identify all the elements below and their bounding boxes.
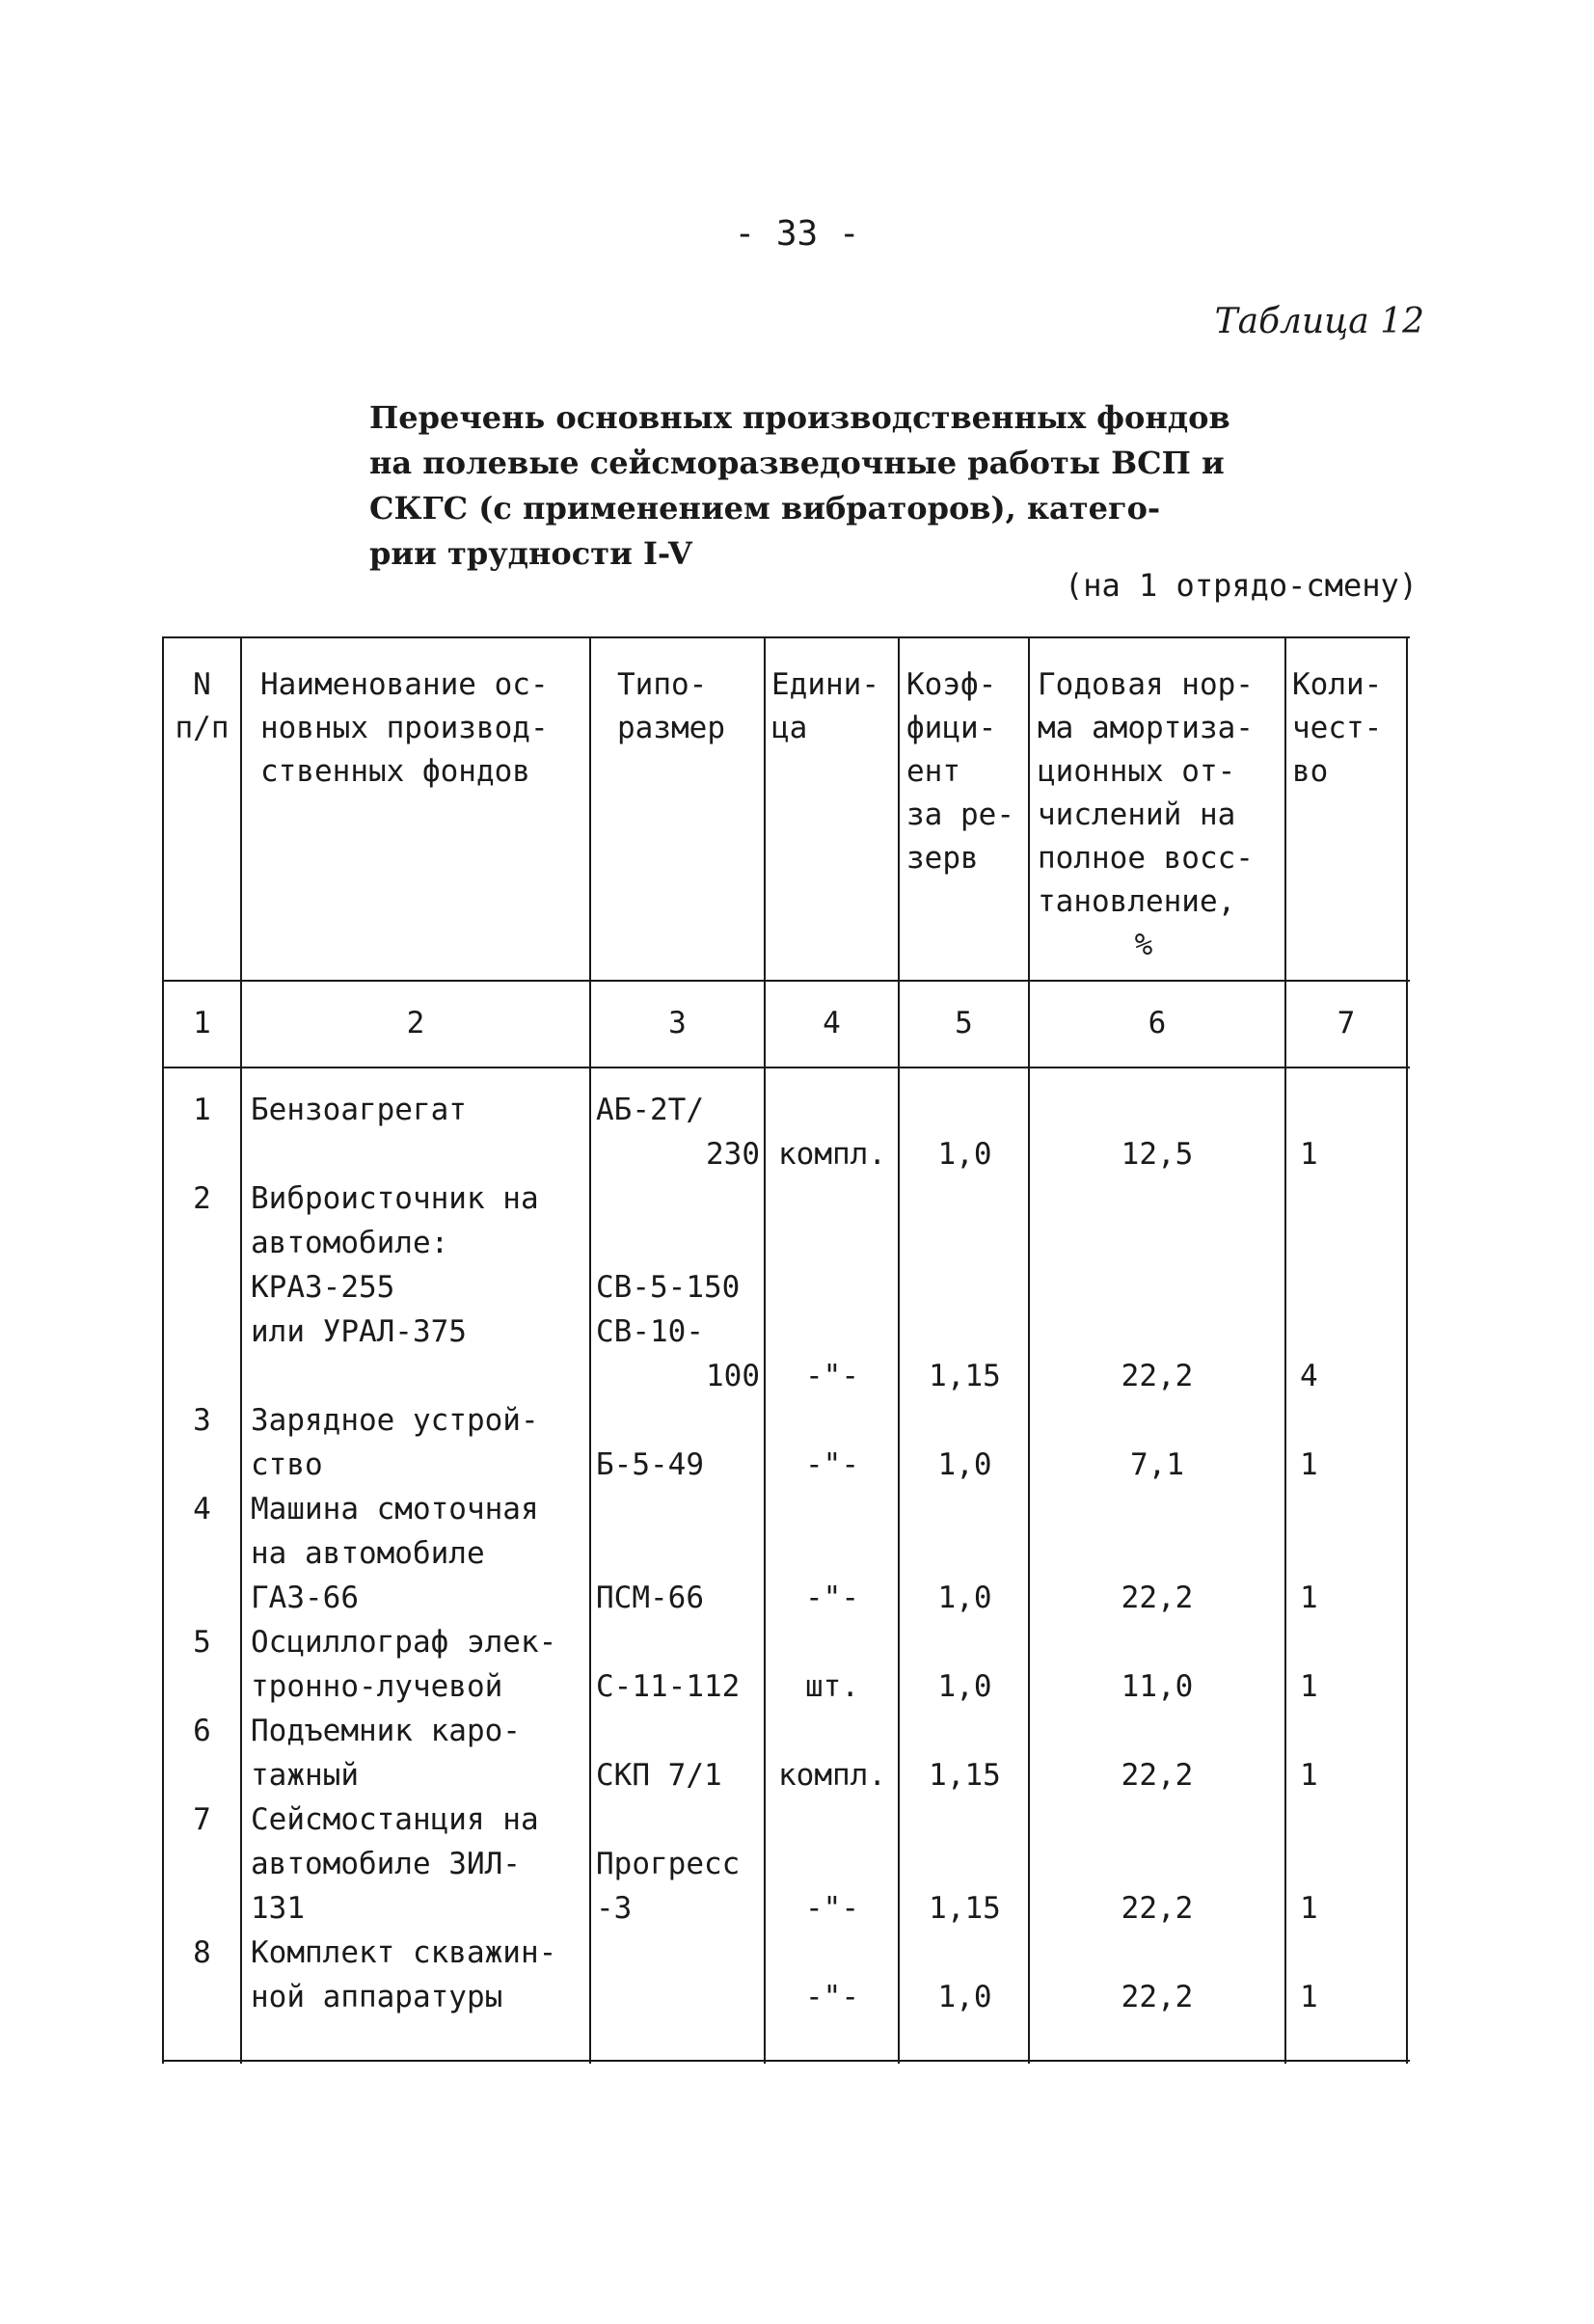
header-type: Типо- размер bbox=[617, 667, 725, 745]
row-unit: -"- bbox=[805, 1891, 859, 1926]
column-number: 4 bbox=[823, 1006, 841, 1040]
row-name: ной аппаратуры bbox=[251, 1980, 503, 2014]
row-coefficient: 1,0 bbox=[937, 1581, 992, 1615]
row-coefficient: 1,15 bbox=[929, 1891, 1001, 1926]
row-norm: 22,2 bbox=[1121, 1980, 1194, 2014]
row-name: Зарядное устрой- bbox=[251, 1403, 539, 1438]
row-unit: шт. bbox=[805, 1669, 859, 1704]
row-name: на автомобиле bbox=[251, 1536, 485, 1571]
title-line: СКГС (с применением вибраторов), катего- bbox=[369, 490, 1161, 527]
row-name: тажный bbox=[251, 1758, 359, 1793]
row-name: Сейсмостанция на bbox=[251, 1802, 539, 1837]
column-divider bbox=[1028, 636, 1030, 2064]
unit-note: (на 1 отрядо-смену) bbox=[1064, 567, 1418, 604]
row-norm: 22,2 bbox=[1121, 1891, 1194, 1926]
row-name: 131 bbox=[251, 1891, 305, 1926]
column-divider bbox=[162, 636, 164, 2064]
row-number: 4 bbox=[193, 1492, 211, 1527]
table-bottom-border bbox=[162, 2060, 1410, 2062]
column-divider bbox=[764, 636, 766, 2064]
row-quantity: 1 bbox=[1300, 1137, 1318, 1172]
column-number: 1 bbox=[193, 1006, 211, 1040]
column-divider bbox=[1284, 636, 1286, 2064]
column-number: 7 bbox=[1337, 1006, 1356, 1040]
row-norm: 22,2 bbox=[1121, 1581, 1194, 1615]
row-norm: 11,0 bbox=[1121, 1669, 1194, 1704]
column-divider bbox=[240, 636, 242, 2064]
column-numbers-bottom-border bbox=[162, 1067, 1410, 1068]
row-unit: -"- bbox=[805, 1359, 859, 1393]
row-quantity: 1 bbox=[1300, 1980, 1318, 2014]
row-type: С-11-112 bbox=[596, 1669, 741, 1704]
row-name: Бензоагрегат bbox=[251, 1093, 467, 1127]
row-name: ство bbox=[251, 1447, 323, 1482]
page-number: - 33 - bbox=[734, 214, 860, 254]
header-name: Наименование ос- новных производ- ственных фондов bbox=[260, 667, 549, 789]
row-type: Прогресс bbox=[596, 1847, 741, 1881]
row-coefficient: 1,0 bbox=[937, 1669, 992, 1704]
column-divider bbox=[589, 636, 591, 2064]
row-number: 2 bbox=[193, 1181, 211, 1216]
row-name: Машина смоточная bbox=[251, 1492, 539, 1527]
header-unit: Едини- ца bbox=[771, 667, 879, 745]
column-number: 3 bbox=[668, 1006, 687, 1040]
column-number: 5 bbox=[955, 1006, 973, 1040]
row-norm: 22,2 bbox=[1121, 1758, 1194, 1793]
row-name: ГАЗ-66 bbox=[251, 1581, 359, 1615]
row-number: 3 bbox=[193, 1403, 211, 1438]
column-number: 2 bbox=[406, 1006, 425, 1040]
row-norm: 7,1 bbox=[1130, 1447, 1184, 1482]
row-norm: 12,5 bbox=[1121, 1137, 1194, 1172]
title-line: на полевые сейсморазведочные работы ВСП и bbox=[369, 445, 1225, 481]
column-divider bbox=[898, 636, 900, 2064]
row-quantity: 4 bbox=[1300, 1359, 1318, 1393]
row-coefficient: 1,0 bbox=[937, 1447, 992, 1482]
row-quantity: 1 bbox=[1300, 1581, 1318, 1615]
row-name: или УРАЛ-375 bbox=[251, 1314, 467, 1349]
header-quantity: Коли- чест- во bbox=[1292, 667, 1383, 789]
row-quantity: 1 bbox=[1300, 1758, 1318, 1793]
header-number: N п/п bbox=[175, 667, 230, 745]
row-number: 6 bbox=[193, 1714, 211, 1748]
table-label: Таблица 12 bbox=[1214, 302, 1424, 341]
header-coefficient: Коэф- фици- ент за ре- зерв bbox=[906, 667, 1014, 876]
row-coefficient: 1,0 bbox=[937, 1137, 992, 1172]
row-norm: 22,2 bbox=[1121, 1359, 1194, 1393]
row-type: ПСМ-66 bbox=[596, 1581, 704, 1615]
row-name: Виброисточник на bbox=[251, 1181, 539, 1216]
row-unit: -"- bbox=[805, 1447, 859, 1482]
row-quantity: 1 bbox=[1300, 1447, 1318, 1482]
table-top-border bbox=[162, 636, 1410, 638]
row-type: Б-5-49 bbox=[596, 1447, 704, 1482]
row-type: 100 bbox=[706, 1359, 760, 1393]
row-coefficient: 1,15 bbox=[929, 1758, 1001, 1793]
document-title bbox=[369, 395, 1230, 577]
row-name: КРАЗ-255 bbox=[251, 1270, 395, 1305]
column-divider bbox=[1406, 636, 1408, 2064]
row-type: -3 bbox=[596, 1891, 633, 1926]
title-line: Перечень основных производственных фондов bbox=[369, 399, 1230, 436]
row-unit: -"- bbox=[805, 1980, 859, 2014]
equipment-table bbox=[162, 636, 1410, 2064]
row-type: АБ-2Т/ bbox=[596, 1093, 704, 1127]
row-quantity: 1 bbox=[1300, 1891, 1318, 1926]
row-unit: -"- bbox=[805, 1581, 859, 1615]
row-coefficient: 1,0 bbox=[937, 1980, 992, 2014]
header-bottom-border bbox=[162, 980, 1410, 982]
row-type: 230 bbox=[706, 1137, 760, 1172]
row-number: 8 bbox=[193, 1935, 211, 1970]
row-coefficient: 1,15 bbox=[929, 1359, 1001, 1393]
row-name: тронно-лучевой bbox=[251, 1669, 503, 1704]
row-name: автомобиле: bbox=[251, 1226, 449, 1260]
row-name: Подъемник каро- bbox=[251, 1714, 521, 1748]
row-name: автомобиле ЗИЛ- bbox=[251, 1847, 521, 1881]
row-number: 7 bbox=[193, 1802, 211, 1837]
row-name: Осциллограф элек- bbox=[251, 1625, 557, 1660]
row-type: СКП 7/1 bbox=[596, 1758, 722, 1793]
row-type: СВ-10- bbox=[596, 1314, 704, 1349]
header-amortization-norm: Годовая нор- ма амортиза- ционных от- числений на полное восс- тановление, % bbox=[1038, 667, 1254, 962]
row-number: 1 bbox=[193, 1093, 211, 1127]
row-type: СВ-5-150 bbox=[596, 1270, 741, 1305]
row-number: 5 bbox=[193, 1625, 211, 1660]
row-unit: компл. bbox=[778, 1137, 886, 1172]
row-quantity: 1 bbox=[1300, 1669, 1318, 1704]
row-name: Комплект скважин- bbox=[251, 1935, 557, 1970]
title-line: рии трудности I-V bbox=[369, 535, 692, 572]
column-number: 6 bbox=[1148, 1006, 1167, 1040]
row-unit: компл. bbox=[778, 1758, 886, 1793]
